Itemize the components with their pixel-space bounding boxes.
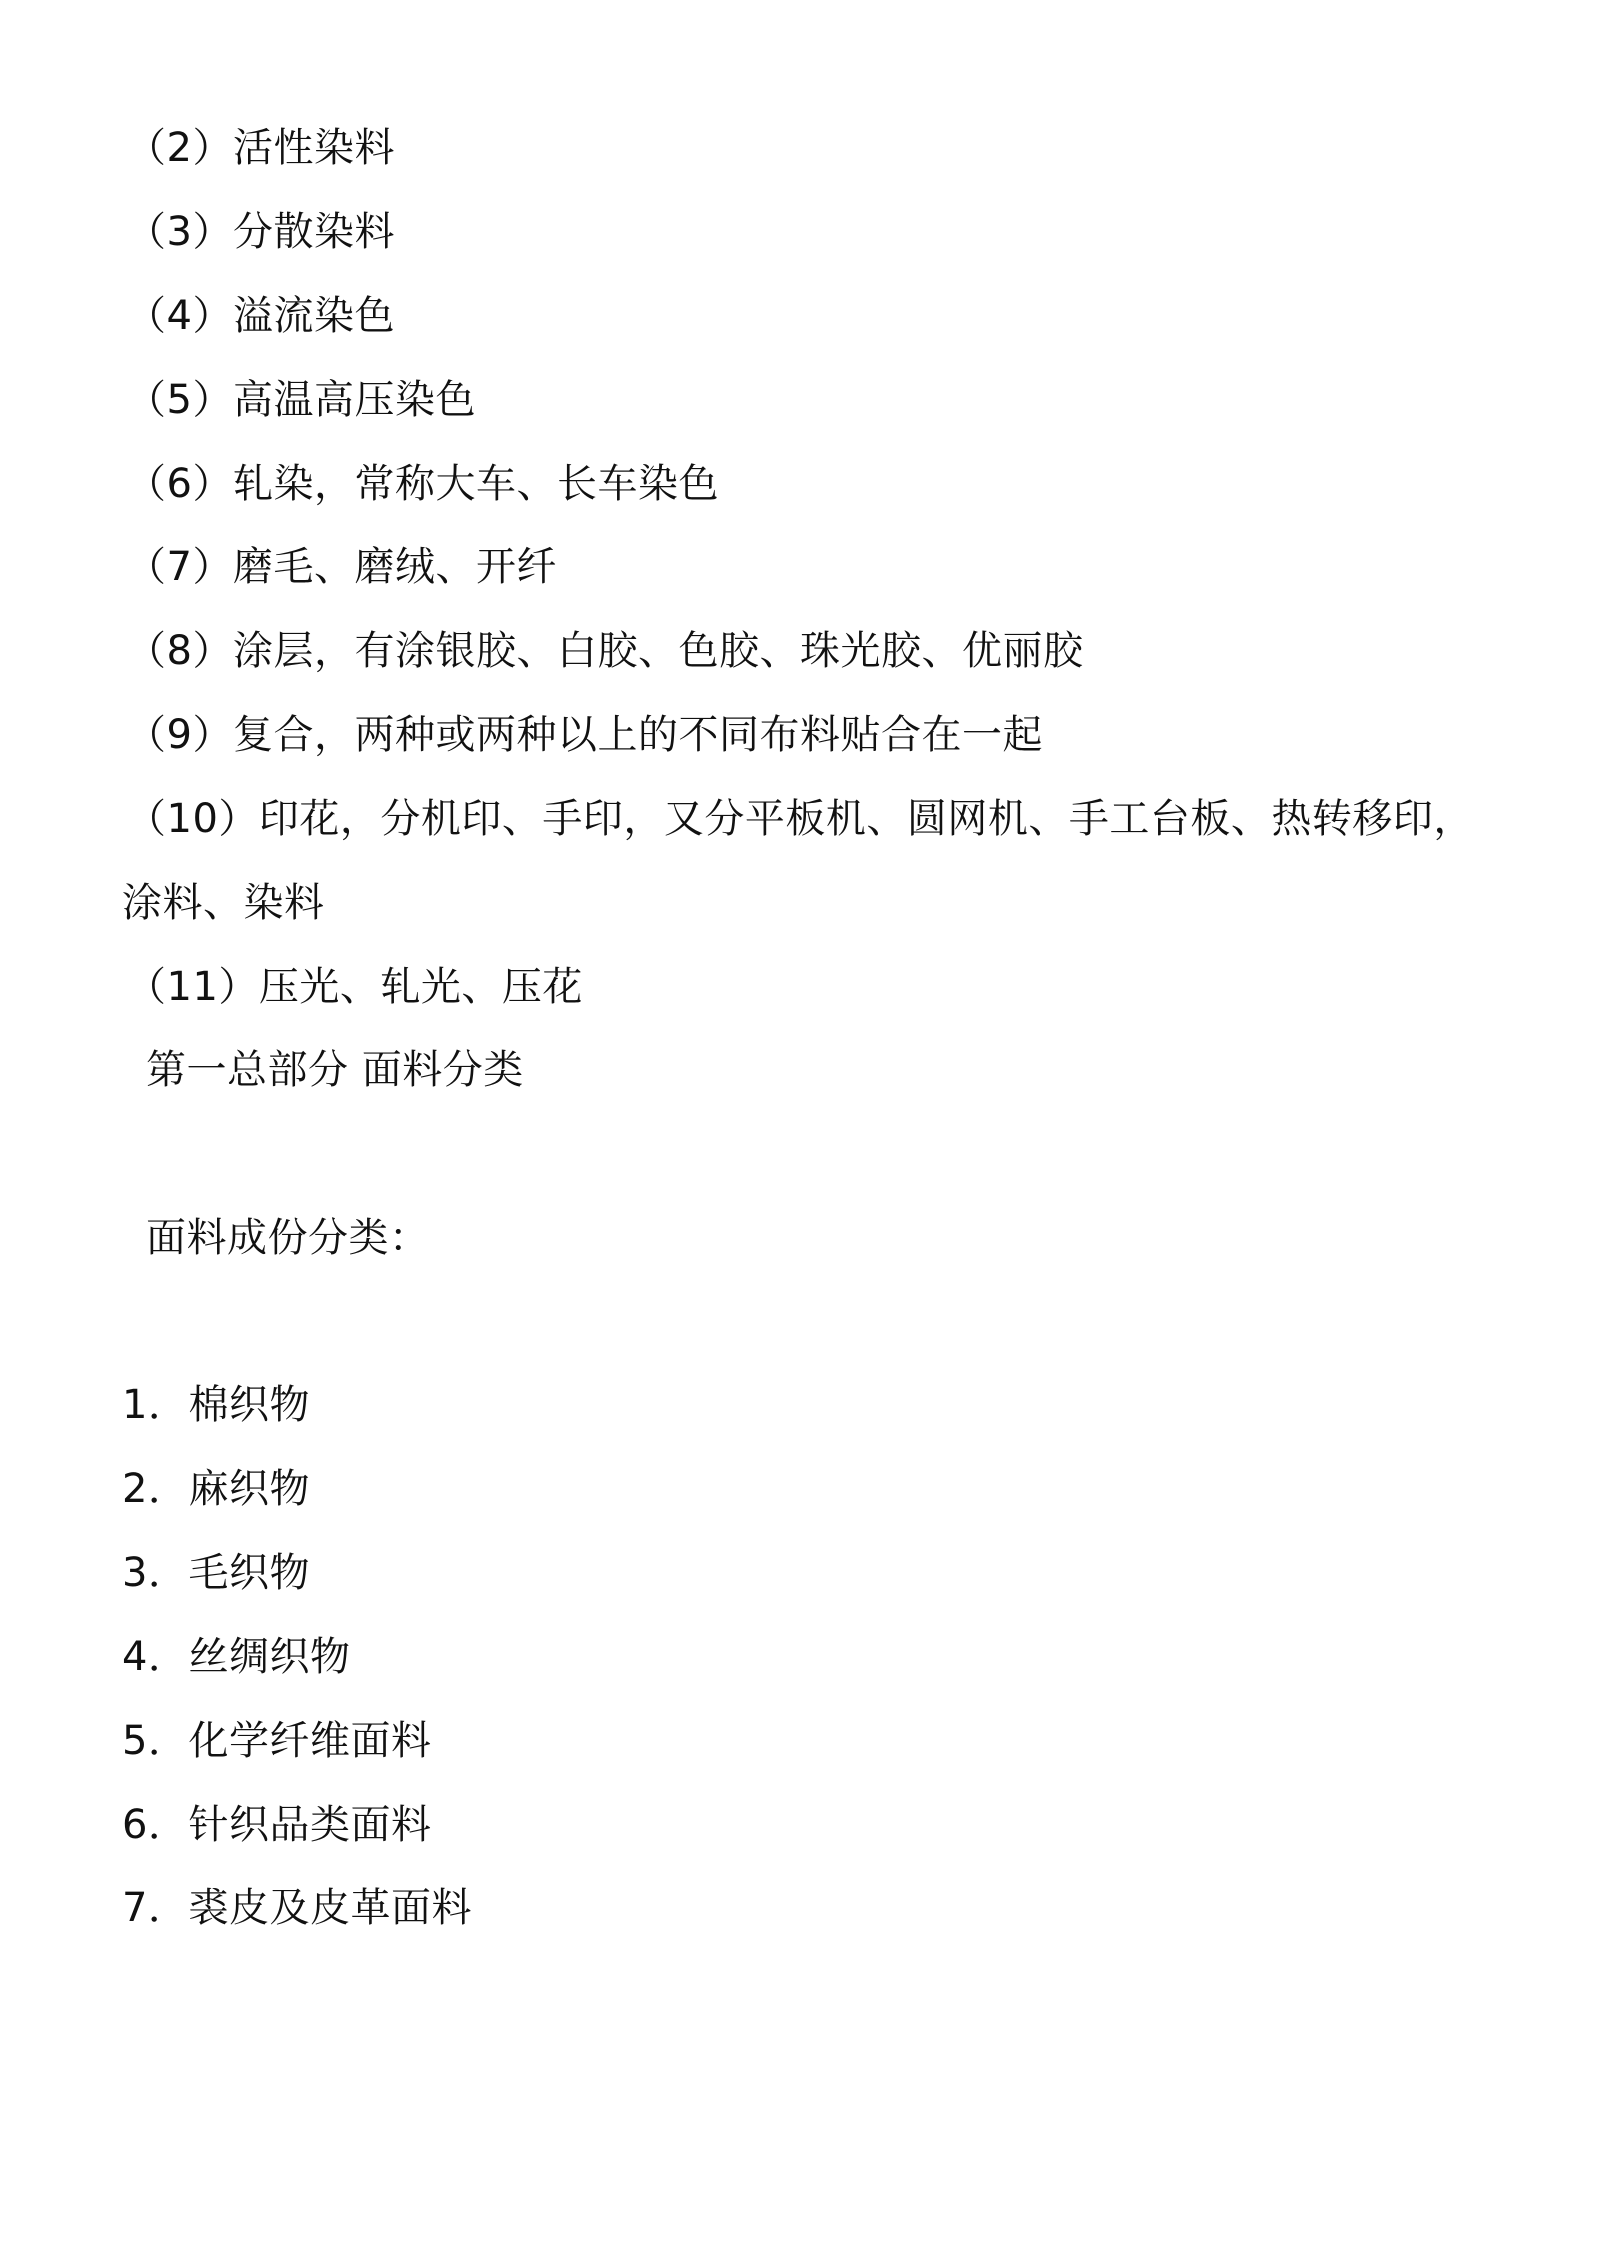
process-item: （6）轧染，常称大车、长车染色 xyxy=(126,461,719,507)
section-heading: 第一总部分 面料分类 xyxy=(146,1047,524,1093)
process-item-continuation: 涂料、染料 xyxy=(122,880,325,926)
process-item: （11）压光、轧光、压花 xyxy=(126,964,583,1010)
process-item: （8）涂层，有涂银胶、白胶、色胶、珠光胶、优丽胶 xyxy=(126,628,1084,674)
process-item: （7）磨毛、磨绒、开纤 xyxy=(126,544,557,590)
fabric-list-item: 1．棉织物 xyxy=(122,1382,310,1428)
subheading: 面料成份分类： xyxy=(146,1215,430,1261)
fabric-list-item: 4．丝绸织物 xyxy=(122,1634,351,1680)
fabric-list-item: 6．针织品类面料 xyxy=(122,1802,432,1848)
fabric-list-item: 7．裘皮及皮革面料 xyxy=(122,1885,472,1931)
fabric-list-item: 3．毛织物 xyxy=(122,1550,310,1596)
process-item: （9）复合，两种或两种以上的不同布料贴合在一起 xyxy=(126,712,1043,758)
fabric-list-item: 2．麻织物 xyxy=(122,1466,310,1512)
process-item: （5）高温高压染色 xyxy=(126,377,476,423)
process-item: （4）溢流染色 xyxy=(126,293,395,339)
process-item: （2）活性染料 xyxy=(126,125,395,171)
process-item: （3）分散染料 xyxy=(126,209,395,255)
process-item: （10）印花，分机印、手印，又分平板机、圆网机、手工台板、热转移印， xyxy=(126,796,1474,842)
fabric-list-item: 5．化学纤维面料 xyxy=(122,1718,432,1764)
